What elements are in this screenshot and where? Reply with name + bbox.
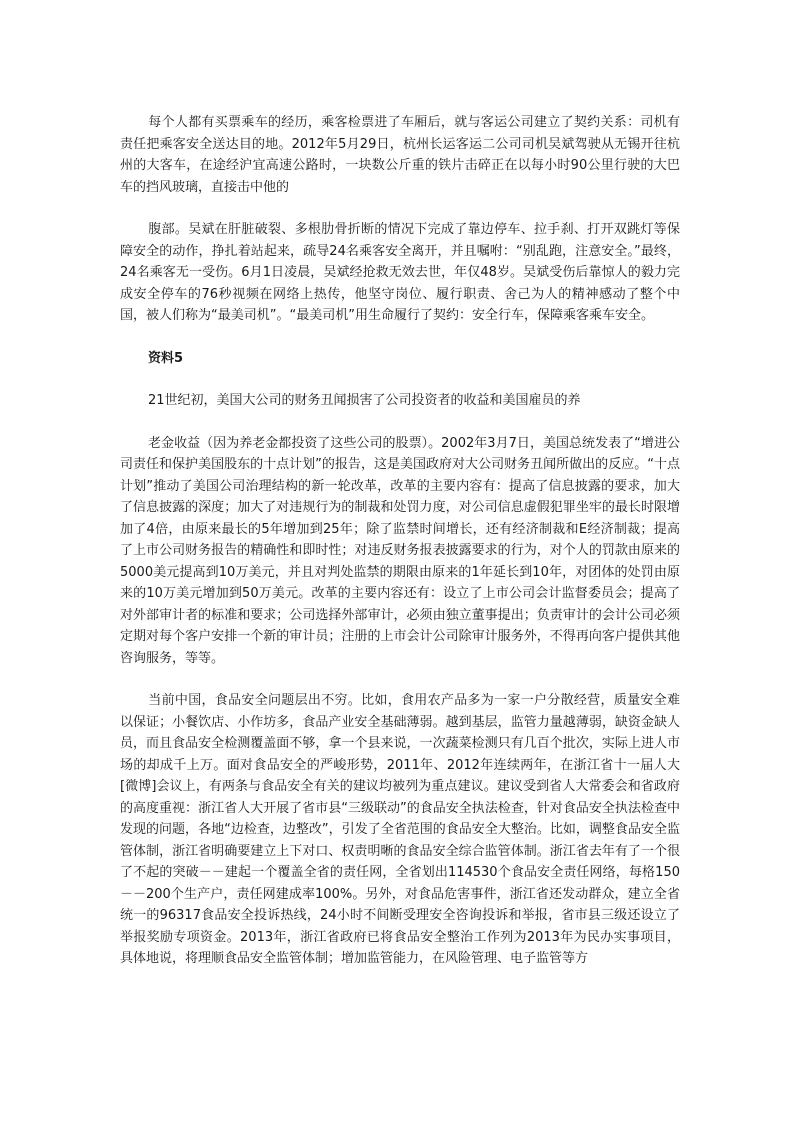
- paragraph-1-text: 每个人都有买票乘车的经历，乘客检票进了车厢后，就与客运公司建立了契约关系：司机有责任把乘客安全送达目的地。2012年5月29日，杭州长运客运二公司司机吴斌驾驶从无锡开往杭州的大客车，在途经沪宜高速公路时，一块数公斤重的铁片击碎正在以每小时90公里行驶的大巴车的挡风玻璃，直接击中他的: [120, 115, 680, 195]
- paragraph-1: [120, 112, 680, 198]
- paragraph-2-text: 腹部。吴斌在肝脏破裂、多根肋骨折断的情况下完成了靠边停车、拉手刹、打开双跳灯等保障安全的动作，挣扎着站起来，疏导24名乘客安全离开，并且嘱咐：“别乱跑，注意安全。”最终，24名乘客无一受伤。6月1日凌晨，吴斌经抢救无效去世，年仅48岁。吴斌受伤后靠惊人的毅力完成安全停车的76秒视频在网络上热传，他坚守岗位、履行职责、舍己为人的精神感动了整个中国，被人们称为“最美司机”。“最美司机”用生命履行了契约：安全行车，保障乘客乘车安全。: [120, 222, 680, 323]
- paragraph-4-text: 老金收益（因为养老金都投资了这些公司的股票）。2002年3月7日，美国总统发表了“增进公司责任和保护美国股东的十点计划”的报告，这是美国政府对大公司财务丑闻所做出的反应。“十点计划”推动了美国公司治理结构的新一轮改革，改革的主要内容有：提高了信息披露的要求，加大了信息披露的深度；加大了对违规行为的制裁和处罚力度，对公司信息虚假犯罪坐牢的最长时限增加了4倍，由原来最长的5年增加到25年；除了监禁时间增长，还有经济制裁和E经济制裁；提高了上市公司财务报告的精确性和即时性；对违反财务报表披露要求的行为，对个人的罚款由原来的5000美元提高到10万美元，并且对判处监禁的期限由原来的1年延长到10年，对团体的处罚由原来的10万美元增加到50万美元。改革的主要内容还有：设立了上市公司会计监督委员会；提高了对外部审计者的标准和要求；公司选择外部审计，必须由独立董事提出；负责审计的会计公司必须定期对每个客户安排一个新的审计员；注册的上市会计公司除审计服务外，不得再向客户提供其他咨询服务，等等。: [120, 435, 680, 666]
- section-heading: [120, 348, 680, 370]
- paragraph-5-text: 当前中国，食品安全问题层出不穷。比如，食用农产品多为一家一户分散经营，质量安全难以保证；小餐饮店、小作坊多，食品产业安全基础薄弱。越到基层，监管力量越薄弱，缺资金缺人员，而且食品安全检测覆盖面不够，拿一个县来说，一次蔬菜检测只有几百个批次，实际上进人市场的却成千上万。面对食品安全的严峻形势，2011年、2012年连续两年，在浙江省十一届人大[微博]会议上，有两条与食品安全有关的建议均被列为重点建议。建议受到省人大常委会和省政府的高度重视：浙江省人大开展了省市县“三级联动”的食品安全执法检查，针对食品安全执法检查中发现的问题，各地“边检查，边整改”，引发了全省范围的食品安全大整治。比如，调整食品安全监管体制，浙江省明确要建立上下对口、权责明晰的食品安全综合监管体制。浙江省去年有了一个很了不起的突破－－建起一个覆盖全省的责任网，全省划出114530个食品安全责任网络，每格150－－200个生产户，责任网建成率100%。另外，对食品危害事件，浙江省还发动群众，建立全省统一的96317食品安全投诉热线，24小时不间断受理安全咨询投诉和举报，省市县三级还设立了举报奖励专项资金。2013年，浙江省政府已将食品安全整治工作列为2013年为民办实事项目，具体地说，将理顺食品安全监管体制；增加监管能力，在风险管理、电子监管等方: [120, 693, 680, 966]
- section-heading-text: 资料5: [148, 350, 184, 366]
- paragraph-4: [120, 433, 680, 670]
- paragraph-5: [120, 690, 680, 970]
- document-page: [120, 112, 680, 970]
- paragraph-3-text: 21世纪初，美国大公司的财务丑闻损害了公司投资者的收益和美国雇员的养: [148, 393, 581, 408]
- paragraph-3: [120, 390, 680, 412]
- paragraph-2: [120, 219, 680, 327]
